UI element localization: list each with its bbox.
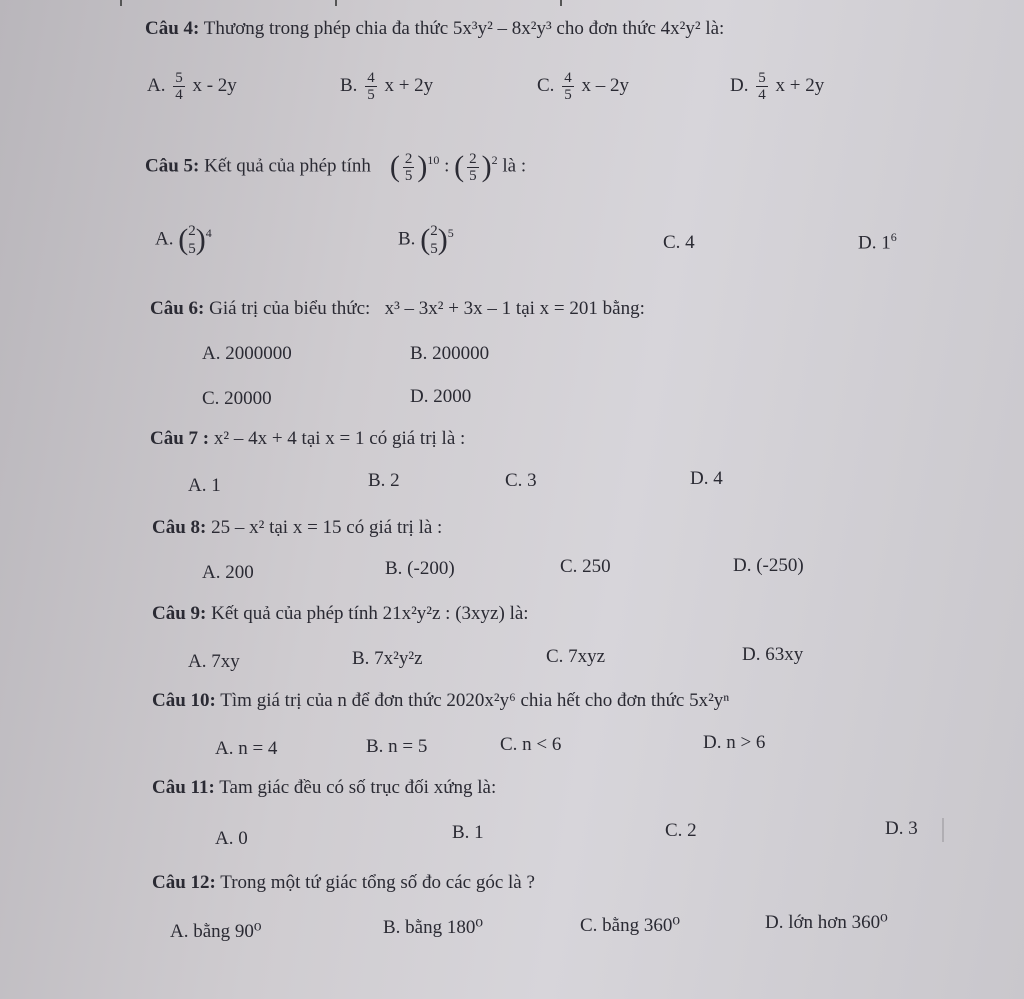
expression: 25 – x²	[211, 517, 265, 538]
option-letter: D.	[730, 74, 749, 96]
exponent: 2	[491, 153, 498, 168]
option-c[interactable]: C. bằng 360⁰	[580, 915, 680, 936]
expression: x = 15	[292, 517, 342, 538]
question-7	[150, 428, 465, 450]
question-text: là:	[705, 18, 725, 39]
question-9	[152, 603, 529, 625]
option-a[interactable]	[155, 222, 212, 258]
expression: 5x²yⁿ	[689, 690, 730, 711]
question-text: chia hết cho đơn thức	[520, 690, 685, 711]
expression: x = 1	[325, 428, 365, 449]
question-text: là:	[509, 603, 529, 624]
option-text: x + 2y	[384, 74, 434, 96]
option-d[interactable]	[858, 230, 897, 254]
fraction-denominator: 5	[404, 167, 413, 184]
binomial-bottom: 5	[188, 241, 196, 257]
exponent: 10	[427, 153, 440, 168]
option-a[interactable]: A. 2000000	[202, 343, 292, 364]
question-text: có giá trị là :	[369, 428, 466, 449]
option-text: x + 2y	[775, 74, 825, 96]
question-4	[145, 18, 724, 40]
option-b[interactable]: B. 1	[452, 822, 484, 843]
option-c[interactable]: C. 20000	[202, 388, 272, 409]
option-d[interactable]: D. 3	[885, 818, 918, 839]
page-edge-mark	[942, 818, 944, 842]
expression: x³ – 3x² + 3x – 1	[384, 298, 512, 319]
question-text: Kết quả của phép tính	[211, 603, 378, 624]
option-letter: A.	[147, 74, 166, 96]
option-d[interactable]: D. 2000	[410, 386, 472, 407]
fraction-denominator: 5	[564, 87, 572, 103]
question-text: Trong một tứ giác tổng số đo các góc là ?	[220, 872, 535, 893]
question-11	[152, 777, 496, 799]
option-text: x – 2y	[581, 74, 629, 96]
option-text: x - 2y	[192, 74, 237, 96]
binomial-top: 2	[188, 223, 196, 239]
left-paren: (	[389, 150, 400, 183]
question-label: Câu 7 :	[150, 428, 210, 449]
fraction	[756, 70, 768, 103]
binomial-bottom: 5	[430, 241, 438, 257]
question-text: có giá trị là :	[346, 517, 443, 538]
question-12	[152, 872, 535, 894]
option-a[interactable]: A. n = 4	[215, 738, 278, 759]
question-text: Kết quả của phép tính	[204, 155, 371, 177]
expression: 4x²y²	[660, 18, 701, 39]
option-c[interactable]: C. 3	[505, 470, 537, 491]
question-label: Câu 9:	[152, 603, 207, 624]
question-label: Câu 10:	[152, 690, 216, 711]
binomial	[430, 222, 438, 258]
left-paren: (	[178, 223, 189, 256]
question-text: Giá trị của biểu thức:	[209, 298, 371, 319]
fraction-numerator: 4	[564, 70, 572, 86]
expression: 5x³y² – 8x²y³	[452, 18, 552, 39]
option-letter: B.	[398, 228, 416, 250]
binomial	[188, 222, 196, 258]
fraction-denominator: 4	[175, 87, 183, 103]
question-text: cho đơn thức	[556, 18, 656, 39]
question-label: Câu 12:	[152, 872, 216, 893]
fraction	[467, 151, 479, 184]
question-label: Câu 5:	[145, 155, 200, 177]
option-a[interactable]: A. 200	[202, 562, 254, 583]
expression: x = 201	[539, 298, 598, 319]
option-d[interactable]: D. lớn hơn 360⁰	[765, 912, 888, 933]
question-text: tại	[301, 428, 321, 449]
option-letter: B.	[340, 74, 358, 96]
option-c[interactable]: C. 7xyz	[546, 646, 606, 667]
exponent: 6	[890, 230, 897, 244]
option-b[interactable]	[340, 70, 433, 103]
option-b[interactable]: B. 7x²y²z	[352, 648, 423, 669]
binomial-top: 2	[430, 223, 438, 239]
fraction-numerator: 4	[367, 70, 375, 86]
option-a[interactable]: A. 7xy	[188, 651, 240, 672]
option-b[interactable]	[398, 222, 454, 258]
question-label: Câu 8:	[152, 517, 207, 538]
question-10	[152, 690, 729, 712]
option-a[interactable]: A. bằng 90⁰	[170, 921, 262, 942]
fraction	[365, 70, 377, 103]
fraction-numerator: 2	[404, 150, 413, 167]
top-edge-mark	[335, 0, 337, 6]
question-label: Câu 6:	[150, 298, 205, 319]
top-edge-mark	[560, 0, 562, 6]
option-c[interactable]	[663, 232, 695, 254]
question-text: Thương trong phép chia đa thức	[203, 18, 449, 39]
option-d[interactable]: D. 4	[690, 468, 723, 489]
expression: 21x²y²z : (3xyz)	[382, 603, 505, 624]
option-c[interactable]: C. 250	[560, 556, 611, 577]
option-c[interactable]: C. n < 6	[500, 734, 562, 755]
option-b[interactable]: B. bằng 180⁰	[383, 917, 483, 938]
fraction-denominator: 5	[469, 167, 477, 184]
exponent: 4	[205, 226, 212, 241]
option-d[interactable]	[730, 70, 824, 103]
question-text: tại	[269, 517, 289, 538]
fraction-denominator: 5	[367, 87, 375, 103]
right-paren: )	[417, 150, 428, 183]
left-paren: (	[454, 150, 465, 183]
question-text: tại	[515, 298, 535, 319]
right-paren: )	[195, 223, 206, 256]
left-paren: (	[420, 223, 431, 256]
exponent: 5	[447, 226, 454, 241]
fraction	[562, 70, 574, 103]
question-5	[145, 150, 526, 184]
question-text: Tam giác đều có số trục đối xứng là:	[219, 777, 497, 798]
option-letter: A.	[155, 228, 174, 250]
option-text: C. 4	[663, 232, 695, 253]
question-text: bằng:	[602, 298, 645, 319]
expression: 2020x²y⁶	[446, 690, 516, 711]
question-label: Câu 4:	[145, 18, 200, 39]
option-a[interactable]	[147, 70, 237, 103]
option-b[interactable]: B. (-200)	[385, 558, 455, 579]
operator: :	[444, 155, 450, 177]
top-edge-mark	[120, 0, 122, 6]
option-letter: C.	[537, 74, 555, 96]
right-paren: )	[481, 150, 492, 183]
fraction	[403, 151, 415, 184]
fraction-numerator: 5	[758, 70, 766, 86]
fraction-numerator: 2	[469, 150, 477, 167]
option-b[interactable]: B. 2	[368, 470, 400, 491]
fraction	[173, 70, 185, 103]
option-d[interactable]: D. 63xy	[742, 644, 804, 665]
option-c[interactable]: C. 2	[665, 820, 697, 841]
fraction-numerator: 5	[175, 70, 183, 86]
option-c[interactable]	[537, 70, 629, 103]
question-8	[152, 517, 442, 539]
expression: x² – 4x + 4	[213, 428, 297, 449]
question-text: là :	[502, 155, 527, 177]
question-label: Câu 11:	[152, 777, 215, 798]
question-text: Tìm giá trị của n để đơn thức	[220, 690, 442, 711]
option-d[interactable]: D. (-250)	[733, 555, 804, 576]
option-b[interactable]: B. n = 5	[366, 736, 428, 757]
fraction-denominator: 4	[758, 87, 766, 103]
right-paren: )	[437, 223, 448, 256]
option-text: D. 1	[858, 232, 891, 254]
question-6	[150, 298, 645, 320]
option-a[interactable]: A. 0	[215, 828, 248, 849]
option-d[interactable]: D. n > 6	[703, 732, 766, 753]
option-a[interactable]: A. 1	[188, 475, 221, 496]
option-b[interactable]: B. 200000	[410, 343, 490, 364]
